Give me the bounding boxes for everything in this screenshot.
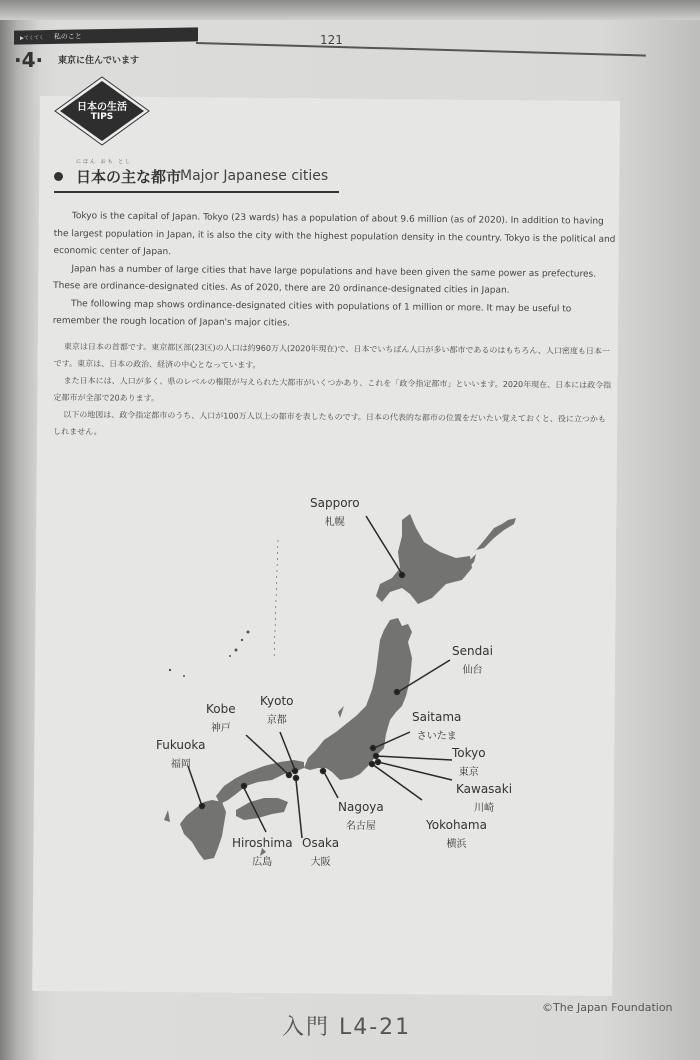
paragraph-jp-1: 東京は日本の首都です。東京都区部(23区)の人口は約960万人(2020年現在)で、日本でいちばん人口が多い都市であるのはもちろん、人口密度も日本一です。東京は、日本の政治、経済の中心となっています。 xyxy=(53,342,610,370)
city-label-kyoto: Kyoto 京都 xyxy=(260,694,294,726)
copyright: ©The Japan Foundation xyxy=(542,1001,673,1014)
furigana: にほん おも とし xyxy=(76,159,133,165)
japan-map xyxy=(140,480,560,880)
city-label-nagoya: Nagoya 名古屋 xyxy=(338,800,384,832)
city-label-sapporo: Sapporo 札幌 xyxy=(310,496,360,528)
paragraph-jp-2: また日本には、人口が多く、県のレベルの権限が与えられた大都市がいくつかあり、これを「政令指定都市」といいます。2020年現在、日本には政令指定都市が全部で20あります。 xyxy=(53,376,612,403)
tips-badge xyxy=(54,76,150,146)
tips-badge-line2: TIPS xyxy=(90,112,114,122)
paragraph-en-1: Tokyo is the capital of Japan. Tokyo (23 wards) has a population of about 9.6 million (as of 2020). In addition to having the largest population in Japan, it is also the city with the highest population density in the country. Tokyo is the political and economic center of Japan. xyxy=(53,211,616,258)
page-number: 121 xyxy=(320,33,343,47)
city-label-osaka: Osaka 大阪 xyxy=(302,836,340,868)
section-rule xyxy=(54,191,339,193)
level-label: ▶てくてく xyxy=(20,34,44,42)
paragraph-en-3: The following map shows ordinance-designated cities with populations of 1 million or more. It may be useful to remember the rough location of Japan's major cities. xyxy=(52,298,572,329)
unit-title: 東京に住んでいます xyxy=(58,56,140,66)
body-english xyxy=(53,208,616,336)
city-label-tokyo: Tokyo 東京 xyxy=(452,746,486,778)
chapter-label: 私のこと xyxy=(53,32,82,41)
city-label-hiroshima: Hiroshima 広島 xyxy=(232,836,293,868)
paragraph-en-2: Japan has a number of large cities that have large populations and have been given the same power as prefectures. These are ordinance-designated cities. As of 2020, there are 20 ordinance-designated cities in Japan. xyxy=(53,263,597,296)
tips-badge-line1: 日本の生活 xyxy=(77,102,127,113)
header-rule xyxy=(196,42,646,56)
city-label-sendai: Sendai 仙台 xyxy=(452,644,493,676)
section-title-jp: 日本の主な都市 xyxy=(76,168,182,186)
city-label-kobe: Kobe 神戸 xyxy=(206,702,236,734)
unit-number: ·4· xyxy=(14,48,44,72)
city-label-kawasaki: Kawasaki 川崎 xyxy=(456,782,513,814)
body-japanese xyxy=(53,338,614,445)
paragraph-jp-3: 以下の地図は、政令指定都市のうち、人口が100万人以上の都市を表したものです。日本の代表的な都市の位置をだいたい覚えておくと、役に立つかもしれません。 xyxy=(53,410,606,437)
page-edge-shadow xyxy=(0,0,700,20)
chapter-header-band xyxy=(14,27,198,44)
section-title-en: Major Japanese cities xyxy=(180,168,329,184)
city-label-saitama: Saitama さいたま xyxy=(412,710,462,742)
course-label: 入門 L4-21 xyxy=(282,1015,412,1040)
bullet-icon xyxy=(54,172,63,181)
city-label-fukuoka: Fukuoka 福岡 xyxy=(156,738,206,770)
city-label-yokohama: Yokohama 横浜 xyxy=(426,818,487,850)
